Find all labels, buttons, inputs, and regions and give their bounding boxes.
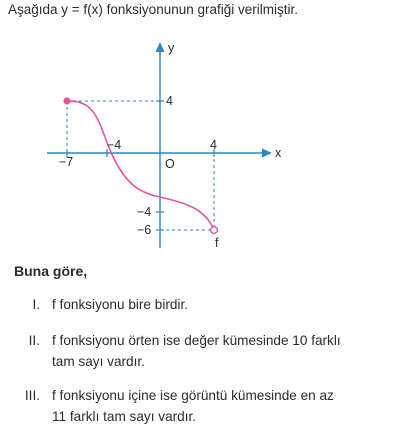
statement-ii bbox=[0, 330, 406, 372]
tick-label-y4: 4 bbox=[166, 94, 173, 108]
open-endpoint bbox=[211, 227, 218, 234]
statement-line: 11 farklı tam sayı vardır. bbox=[52, 409, 197, 424]
statement-line: f fonksiyonu örten ise değer kümesinde 10 farklı bbox=[52, 333, 341, 348]
statement-number: III. bbox=[24, 388, 40, 403]
tick-label-y-neg4: −4 bbox=[137, 205, 152, 219]
function-label: f bbox=[215, 236, 219, 250]
statement-i bbox=[0, 294, 406, 315]
tick-label-x-neg7: −7 bbox=[59, 155, 74, 169]
statement-iii bbox=[0, 385, 406, 427]
statement-number: II. bbox=[28, 333, 40, 348]
x-axis-label: x bbox=[275, 146, 282, 160]
tick-label-x-neg4: −4 bbox=[107, 138, 122, 152]
origin-label: O bbox=[165, 157, 175, 171]
intro-text: Aşağıda y = f(x) fonksiyonunun grafiği verilmiştir. bbox=[8, 2, 298, 17]
statement-number: I. bbox=[32, 297, 40, 312]
statement-line: f fonksiyonu bire birdir. bbox=[52, 297, 189, 312]
y-axis-arrow-icon bbox=[156, 42, 165, 52]
closed-endpoint bbox=[63, 97, 70, 104]
question-heading: Buna göre, bbox=[14, 263, 88, 279]
y-axis-label: y bbox=[168, 41, 175, 55]
tick-label-x4: 4 bbox=[210, 138, 217, 152]
statement-line: f fonksiyonu içine ise görüntü kümesinde en az bbox=[52, 388, 334, 403]
statement-line: tam sayı vardır. bbox=[52, 354, 145, 369]
x-axis-arrow-icon bbox=[262, 149, 272, 158]
tick-label-y-neg6: −6 bbox=[137, 223, 152, 237]
